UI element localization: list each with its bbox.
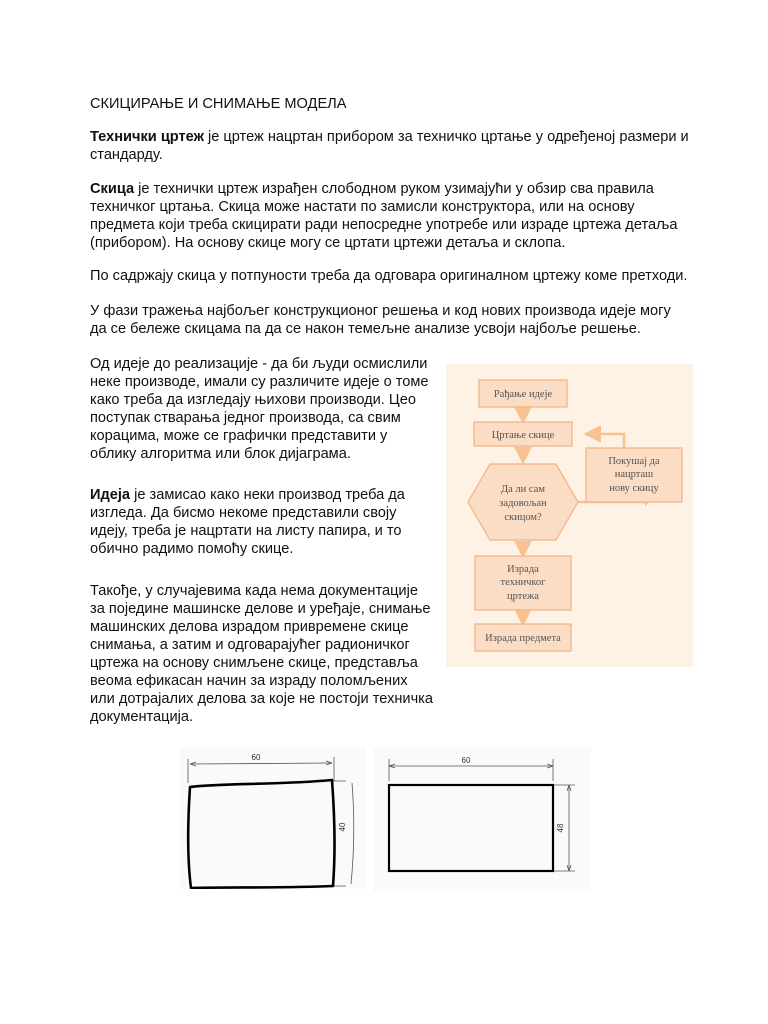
paragraph-recording: Такође, у случајевима када нема документације за поједине машинске делове и уређаје, снимање машинских делова израдом привремене скице снимања, а затим и одговарајућег радионичког цртежа на основу снимљене скице, представља веома ефикасан начин за израду поломљених или дотрајалих делова за које не постоји техничка документација.	[90, 583, 434, 725]
freehand-height-label: 40	[338, 822, 347, 832]
flow-box-retry-line-3: нову скицу	[609, 483, 659, 494]
drafted-drawing	[373, 747, 591, 891]
freehand-width-label: 60	[251, 753, 261, 762]
flow-decision-line-3: скицом?	[504, 512, 542, 523]
term-idea: Идеја	[90, 487, 131, 503]
flow-box-retry-line-2: нацрташ	[614, 469, 654, 480]
flow-box-technical-drawing-line-1: Израда	[507, 564, 539, 575]
paragraph-technical-drawing	[90, 128, 690, 164]
term-sketch: Скица	[90, 181, 135, 197]
freehand-rectangle	[188, 780, 334, 888]
paragraph-text: је замисао како неки производ треба да изгледа. Да бисмо некоме представили своју идеју, треба је нацртати на листу папира, и то обично радимо помоћу скице.	[90, 487, 405, 557]
page-title: СКИЦИРАЊЕ И СНИМАЊЕ МОДЕЛА	[90, 96, 347, 112]
flow-box-technical-drawing-line-2: техничког	[500, 577, 546, 588]
freehand-sketch	[180, 747, 366, 889]
paragraph-text: је технички цртеж израђен слободном руком узимајући у обзир сва правила техничког цртања. Скица може настати по замисли конструктора, или на основу предмета који треба скицирати ради непосредне употребе или израде цртежа детаља (прибором). На основу скице могу се цртати цртежи детаља и склопа.	[90, 181, 678, 251]
drafted-width-label: 60	[461, 756, 471, 765]
paragraph-text: је цртеж нацртан прибором за техничко цртање у одређеној размери и стандарду.	[90, 129, 689, 163]
flow-box-make-product-label: Израда предмета	[485, 633, 561, 644]
freehand-sketch-svg	[180, 747, 366, 889]
flow-box-draw-sketch-label: Цртање скице	[491, 430, 555, 441]
term-technical-drawing: Технички цртеж	[90, 129, 204, 145]
flowchart	[446, 364, 693, 667]
arrow-retry	[586, 434, 624, 448]
flow-box-technical-drawing-line-3: цртежа	[507, 591, 539, 602]
flow-box-retry-line-1: Покушај да	[608, 456, 660, 467]
paragraph-design-phase: У фази тражења најбољег конструкционог решења и код нових производа идеје могу да се бележе скицама па да се након темељне анализе усвоји најбоље решење.	[90, 303, 671, 337]
drafted-height-label: 48	[556, 823, 565, 833]
flow-decision-line-1: Да ли сам	[500, 484, 546, 495]
paragraph-idea	[90, 486, 435, 558]
drafted-drawing-svg	[373, 747, 591, 891]
flow-decision-line-2: задовољан	[499, 498, 547, 509]
paragraph-idea-to-realization: Од идеје до реализације - да би људи осмислили неке производе, имали су различите идеје о томе како треба да изгледају њихови производи. Цео поступак стварања једног производа, са свим корацима, може се графички представити у облику алгоритма или блок дијаграма.	[90, 356, 429, 462]
flow-box-idea-birth-label: Рађање идеје	[493, 389, 553, 400]
paragraph-sketch	[90, 180, 690, 252]
paragraph-content: По садржају скица у потпуности треба да одговара оригиналном цртежу коме претходи.	[90, 268, 688, 284]
drafted-rectangle	[389, 785, 553, 871]
flowchart-svg	[446, 364, 693, 667]
